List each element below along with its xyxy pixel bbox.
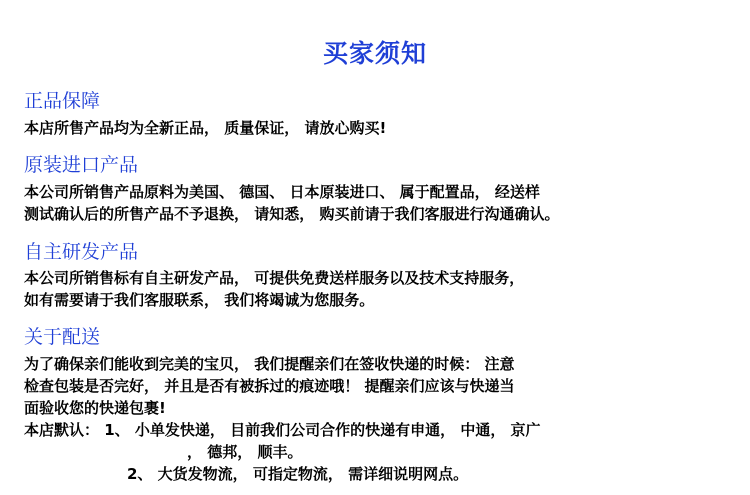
section-line: 本店所售产品均为全新正品， 质量保证， 请放心购买! (24, 119, 387, 137)
section-heading-delivery: 关于配送 (24, 326, 101, 348)
section-line: 本公司所销售产品原料为美国、 德国、 日本原装进口、 属于配置品， 经送样 (24, 183, 540, 201)
section-heading-genuine-guarantee: 正品保障 (24, 90, 101, 112)
section-line: 测试确认后的所售产品不予退换， 请知悉， 购买前请于我们客服进行沟通确认。 (24, 205, 560, 223)
section-line: 本公司所销售标有自主研发产品， 可提供免费送样服务以及技术支持服务， (24, 269, 525, 287)
section-line: 为了确保亲们能收到完美的宝贝， 我们提醒亲们在签收快递的时候： 注意 (24, 355, 515, 373)
section-heading-imported-products: 原装进口产品 (24, 154, 139, 176)
section-line: 面验收您的快递包裹! (24, 399, 166, 417)
section-line: ， 德邦， 顺丰。 (187, 443, 303, 461)
section-line: 检查包装是否完好， 并且是否有被拆过的痕迹哦！ 提醒亲们应该与快递当 (24, 377, 515, 395)
section-line: 如有需要请于我们客服联系， 我们将竭诚为您服务。 (24, 291, 375, 309)
section-line: 本店默认： 1、 小单发快递， 目前我们公司合作的快递有申通， 中通， 京广 (24, 421, 541, 439)
page-title: 买家须知 (322, 39, 427, 68)
section-line: 2、 大货发物流， 可指定物流， 需详细说明网点。 (127, 465, 469, 483)
section-heading-own-rd-products: 自主研发产品 (24, 241, 139, 263)
